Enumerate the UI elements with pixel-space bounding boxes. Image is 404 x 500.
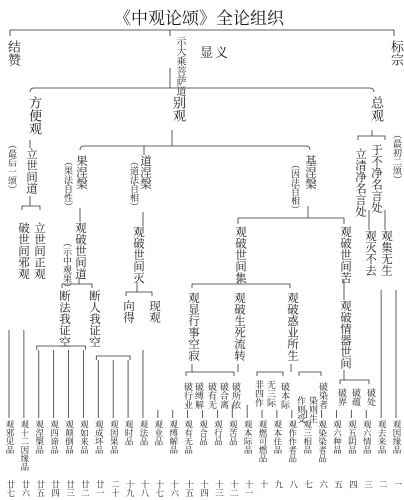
node-jibusheng: 观集无生 — [380, 230, 394, 276]
chapter-name: 观四谛品 — [48, 420, 59, 454]
node-xianguan: 现观 — [148, 300, 162, 323]
node-poshijiandao: 观破世间道 — [74, 222, 88, 280]
node-b1: 破行业 — [182, 382, 192, 409]
node-jipan-sub: （因法自相） — [289, 160, 299, 214]
node-pojie: 破界 — [336, 388, 346, 406]
chapter-name: 观六种品 — [331, 420, 342, 454]
chapter-number: 十四 — [198, 480, 209, 497]
chapter-number: 三 — [362, 480, 373, 489]
node-pojiqing: 观破情器世间 — [339, 300, 353, 369]
chapter-name: 观因果品 — [108, 420, 119, 454]
node-b2: 破缚解 — [193, 382, 203, 409]
node-bumiebuqu: 观灭不去 — [364, 230, 378, 276]
node-daopan: 道涅槃 — [139, 155, 153, 190]
node-zongguan: 总观 — [368, 96, 383, 122]
node-duanrenwo: 断人我证空 — [88, 290, 102, 348]
node-bujing: 于不净名言处 — [370, 144, 384, 213]
chapter-name: 观燃可燃品 — [257, 420, 268, 463]
chapter-name: 观涅槃品 — [33, 420, 44, 454]
node-biaozong-sub: （最初二颂） — [391, 130, 401, 184]
node-fei-si: 非四作 — [253, 380, 263, 407]
node-lizhengguan: 立世间正观 — [33, 222, 47, 280]
chapter-name: 观有无品 — [182, 420, 193, 454]
chapter-number: 八 — [287, 480, 298, 489]
chapter-name: 观如来品 — [78, 420, 89, 454]
node-root: 显义 — [200, 46, 231, 61]
node-poku: 观破世间苦 — [339, 226, 353, 284]
node-pochu: 破处 — [365, 388, 375, 406]
node-b5: 破所依 — [230, 382, 240, 409]
node-xiangde: 向得 — [122, 300, 136, 323]
chapter-name: 观行品 — [212, 420, 223, 446]
node-poxiejian: 破世间邪观 — [17, 222, 31, 280]
connector-path — [96, 356, 130, 360]
chapter-number: 十九 — [124, 480, 135, 497]
chapter-name: 观法品 — [137, 420, 148, 446]
node-shengsi: 观破生死流转 — [233, 292, 247, 361]
chapter-number: 四 — [347, 480, 358, 489]
chapter-number: 十三 — [213, 480, 224, 497]
chapter-number: 廿六 — [19, 480, 30, 497]
level2-bracket — [30, 88, 374, 92]
connector-path — [192, 284, 290, 288]
chart-title: 《中观论颂》全论组织 — [114, 9, 284, 29]
chapter-number: 十八 — [138, 480, 149, 497]
chapter-name: 观五阴品 — [346, 420, 357, 454]
chapter-name: 观六情品 — [361, 420, 372, 454]
chapter-number: 二十 — [109, 480, 120, 497]
node-poshijiandao-sub: （示中观果） — [61, 238, 71, 292]
chapter-name: 观业品 — [152, 420, 163, 446]
chapter-number: 廿五 — [34, 480, 45, 497]
node-xingshi: 观显行事空寂 — [187, 292, 201, 361]
chapter-number: 十二 — [228, 480, 239, 497]
node-ranjian: 染则生 — [307, 396, 317, 423]
node-pomiezhao: 观破世间灭 — [132, 226, 146, 284]
chapter-name: 观缚解品 — [167, 420, 178, 454]
node-guopan-sub: （果法自性） — [62, 157, 72, 211]
node-jipan: 基涅槃 — [304, 155, 318, 190]
chapter-number: 十五 — [183, 480, 194, 497]
node-sanji: 无三际 — [265, 380, 275, 407]
node-fangbian: 方便观 — [26, 96, 41, 135]
chapter-name: 观十二因缘品 — [18, 420, 29, 471]
node-bieguan: 别观 — [170, 96, 185, 122]
chapter-number: 十七 — [153, 480, 164, 497]
chapter-number: 廿七 — [5, 480, 15, 497]
connector-path — [299, 372, 321, 376]
node-b4: 破合离 — [218, 382, 228, 409]
node-daopan-sub: （道法自相） — [128, 157, 138, 211]
chapter-number: 六 — [317, 480, 328, 489]
chapter-number: 十一 — [243, 480, 254, 497]
chapter-number: 二 — [377, 480, 388, 489]
chapter-name: 观苦品 — [227, 420, 238, 446]
chapter-name: 观染染者品 — [316, 420, 327, 463]
node-b3: 破有无 — [206, 382, 216, 409]
chapter-name: 观邪见品 — [4, 420, 14, 454]
top-bracket — [10, 30, 394, 36]
connector-path — [22, 206, 40, 210]
connector-path — [340, 380, 369, 384]
chapter-number: 七 — [302, 480, 313, 489]
chapter-name: 观本住品 — [271, 420, 282, 454]
node-guopan: 果涅槃 — [75, 155, 89, 190]
chapter-name: 观时品 — [123, 420, 134, 446]
connector-path — [358, 136, 385, 140]
chapter-name: 观去来品 — [376, 420, 387, 454]
node-zuojianshou: 作则受 — [295, 396, 305, 423]
chapter-name: 观合品 — [197, 420, 208, 446]
node-jiezan-sub: （最后一颂） — [6, 140, 16, 194]
node-duanfawo: 断法我证空 — [58, 290, 72, 348]
chapter-number: 廿二 — [79, 480, 90, 497]
chapter-number: 廿四 — [49, 480, 60, 497]
node-jiezan: 结赞 — [5, 40, 20, 66]
chapter-number: 十六 — [168, 480, 179, 497]
bieguan-bracket — [80, 146, 310, 150]
node-qingjing: 立清净名言处 — [354, 148, 368, 217]
chapter-number: 廿三 — [64, 480, 75, 497]
chapter-number: 廿一 — [94, 480, 105, 497]
node-pojizhao: 观破世间集 — [234, 226, 248, 284]
chapter-number: 一 — [392, 480, 402, 489]
chapter-name: 观颠倒品 — [63, 420, 74, 454]
chapter-name: 观作作者品 — [286, 420, 297, 463]
connector-path — [186, 372, 234, 376]
chapter-name: 观因缘品 — [391, 420, 401, 454]
chapter-number: 十 — [258, 480, 269, 489]
chapter-number: 五 — [332, 480, 343, 489]
connector-path — [126, 292, 152, 296]
chapter-name: 观本际品 — [242, 420, 253, 454]
connector-path — [238, 218, 344, 224]
node-biaozong: 标宗 — [388, 40, 403, 66]
node-poyun: 破蕴 — [350, 388, 360, 406]
node-b7: 破染者 — [317, 382, 327, 409]
node-huoye: 观破惑业所生 — [286, 292, 300, 361]
chapter-name: 观三相品 — [301, 420, 312, 454]
node-root-note: 示大乘菩萨道 — [174, 36, 185, 96]
connector-path — [257, 372, 283, 376]
chapter-name: 观成坏品 — [93, 420, 104, 454]
node-lishijian: 立世间道 — [25, 148, 39, 194]
node-b6: 破本际 — [279, 382, 289, 409]
chapter-number: 九 — [272, 480, 283, 489]
